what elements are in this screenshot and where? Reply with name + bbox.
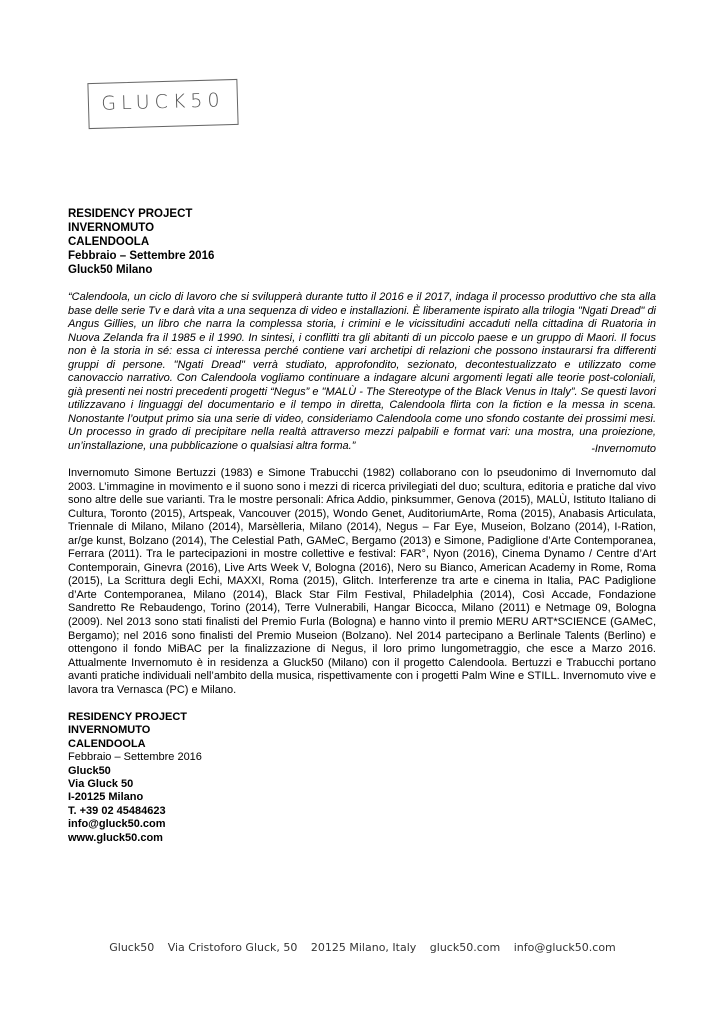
contact-phone: T. +39 02 45484623 <box>68 804 166 817</box>
footer-email[interactable]: info@gluck50.com <box>513 941 616 954</box>
header-artist: INVERNOMUTO <box>68 222 155 234</box>
footer-address: Via Cristoforo Gluck, 50 <box>167 941 298 954</box>
footer-name: Gluck50 <box>109 941 155 954</box>
footer-city: 20125 Milano, Italy <box>310 941 417 954</box>
header-dates: Febbraio – Settembre 2016 <box>68 250 215 262</box>
contact-artist: INVERNOMUTO <box>68 724 151 737</box>
page-footer <box>0 941 725 954</box>
contact-venue: Gluck50 <box>68 764 111 777</box>
contact-street: Via Gluck 50 <box>68 778 134 791</box>
contact-project: CALENDOOLA <box>68 737 146 750</box>
artist-biography: Invernomuto Simone Bertuzzi (1983) e Simone Trabucchi (1982) collaborano con lo pseudonimo di Invernomuto dal 2003. L’immagine in movimento e il suono sono i mezzi di ricerca privilegiati del duo; scultura, editoria e pratiche dal vivo sono altre delle sue varianti. Tra le mostre personali: Africa Addio, pinksummer, Genova (2015), MALÙ, Istituto Italiano di Cultura, Toronto (2015), Artspeak, Vancouver (2015), Wondo Genet, AuditoriumArte, Roma (2015), Anabasis Articulata, Triennale di Milano, Milano (2014), Marsèlleria, Milano (2014), Negus – Far Eye, Museion, Bolzano (2014), I-Ration, ar/ge kunst, Bolzano (2014), The Celestial Path, GAMeC, Bergamo (2013) e Simone, Padiglione d’Arte Contemporanea, Ferrara (2011). Tra le partecipazioni in mostre collettive e festival: FAR°, Nyon (2016), Cinema Dynamo / Centre d’Art Contemporain, Ginevra (2016), Live Arts Week V, Bologna (2016), Nero su Bianco, American Academy in Rome, Roma (2015), La Scrittura degli Echi, MAXXI, Roma (2015), Glitch. Interferenze tra arte e cinema in Italia, PAC Padiglione d’Arte Contemporanea, Milano (2014), Black Star Film Festival, Philadelphia (2014), Così Accade, Fondazione Sandretto Re Rebaudengo, Torino (2014), Terre Vulnerabili, Hangar Bicocca, Milano (2011) e Netmage 09, Bologna (2009). Nel 2013 sono stati finalisti del Premio Furla (Bologna) e hanno vinto il premio MERU ART*SCIENCE (GAMeC, Bergamo); nel 2016 sono finalisti del Premio Museion (Bolzano). Nel 2014 partecipano a Berlinale Talents (Berlino) e ottengono il fondo MiBAC per la finalizzazione di Negus, il loro primo lungometraggio, che esce a Marzo 2016. Attualmente Invernomuto è in residenza a Gluck50 (Milano) con il progetto Calendoola. Bertuzzi e Trabucchi portano avanti pratiche individuali nell’ambito della musica, rispettivamente con i progetti Palm Wine e STILL. Invernomuto vive e lavora tra Vernasca (PC) e Milano. <box>68 467 656 696</box>
header-project: CALENDOOLA <box>68 236 150 248</box>
contact-website[interactable]: www.gluck50.com <box>68 831 163 844</box>
quote-author: -Invernomuto <box>591 443 656 455</box>
artist-quote: “Calendoola, un ciclo di lavoro che si svilupperà durante tutto il 2016 e il 2017, indaga il processo produttivo che sta alla base delle serie Tv e darà vita a una sequenza di video e installazioni. È liberamente ispirato alla trilogia "Ngati Dread" di Angus Gillies, un libro che narra la complessa storia, i crimini e le vicissitudini accaduti nella cittadina di Ruatoria in Nuova Zelanda fra il 1985 e il 1990. In sintesi, i conflitti tra gli abitanti di un piccolo paese e un gruppo di Maori. Il focus non è la storia in sé: essa ci interessa perché contiene vari archetipi di relazioni che possono instaurarsi fra differenti gruppi di persone. "Ngati Dread" verrà studiato, approfondito, sezionato, decontestualizzato e utilizzato come canovaccio narrativo. Con Calendoola vogliamo continuare a indagare alcuni argomenti legati alle teorie post-coloniali, già presenti nei nostri precedenti progetti “Negus” e "MALÙ - The Stereotype of the Black Venus in Italy”. Se questi lavori utilizzavano i linguaggi del documentario e il tempo in diretta, Calendoola flirta con la fiction e la messa in scena. Nonostante l’output primo sia una serie di video, consideriamo Calendoola come uno sfondo costante dei prossimi mesi. Un processo in grado di precipitare nella realtà attraverso mezzi palpabili e format vari: una mostra, una proiezione, un’installazione, una pubblicazione o qualsiasi altra forma.” <box>68 291 656 453</box>
header-venue: Gluck50 Milano <box>68 264 153 276</box>
document-header <box>68 207 214 277</box>
contact-city: I-20125 Milano <box>68 791 144 804</box>
contact-email[interactable]: info@gluck50.com <box>68 818 166 831</box>
header-title: RESIDENCY PROJECT <box>68 208 193 220</box>
gluck50-logo <box>87 79 238 129</box>
contact-dates: Febbraio – Settembre 2016 <box>68 751 202 764</box>
logo-text: GLUCK50 <box>101 89 225 115</box>
contact-title: RESIDENCY PROJECT <box>68 711 187 723</box>
contact-block <box>68 711 202 845</box>
footer-website[interactable]: gluck50.com <box>429 941 501 954</box>
